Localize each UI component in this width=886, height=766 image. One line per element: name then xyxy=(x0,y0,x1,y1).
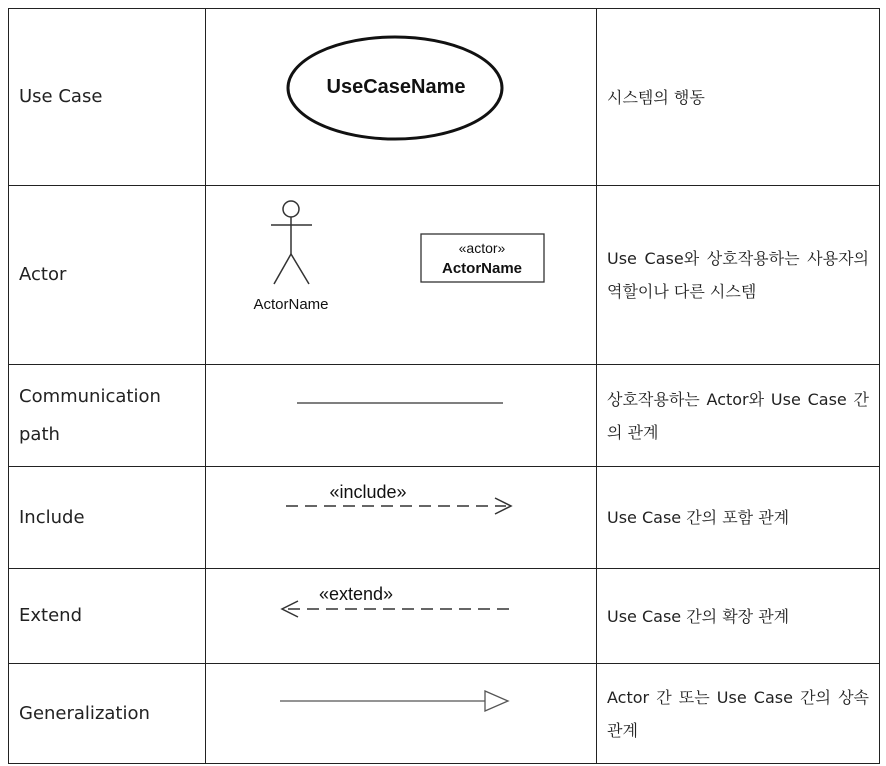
notation-description: Use Case와 상호작용하는 사용자의 역할이나 다른 시스템 xyxy=(597,186,880,365)
table-row-use-case xyxy=(9,9,880,186)
use-case-label: UseCaseName xyxy=(326,76,466,98)
extend-label: «extend» xyxy=(318,584,394,604)
include-figure xyxy=(206,467,597,568)
notation-figure-cell xyxy=(206,664,597,764)
table-row-include xyxy=(9,467,880,569)
extend-figure xyxy=(206,569,597,663)
notation-name: Actor xyxy=(9,186,206,365)
stick-figure-icon xyxy=(271,201,312,284)
notation-name: Generalization xyxy=(9,664,206,764)
table-row-actor xyxy=(9,186,880,365)
notation-figure-cell xyxy=(206,365,597,467)
table-row-communication-path xyxy=(9,365,880,467)
uml-notation-table xyxy=(8,8,880,764)
notation-description: 시스템의 행동 xyxy=(597,9,880,186)
notation-description: Use Case 간의 포함 관계 xyxy=(597,467,880,569)
notation-figure-cell xyxy=(206,9,597,186)
hollow-triangle-arrowhead-icon xyxy=(485,691,508,711)
notation-figure-cell xyxy=(206,569,597,664)
table-row-generalization xyxy=(9,664,880,764)
use-case-figure xyxy=(206,9,597,185)
actor-stereotype-label: «actor» xyxy=(458,240,506,256)
notation-description: Use Case 간의 확장 관계 xyxy=(597,569,880,664)
notation-description: Actor 간 또는 Use Case 간의 상속 관계 xyxy=(597,664,880,764)
actor-figure xyxy=(206,186,597,364)
actor-box-label: ActorName xyxy=(441,260,523,277)
communication-path-figure xyxy=(206,365,597,466)
notation-name: Extend xyxy=(9,569,206,664)
notation-figure-cell xyxy=(206,186,597,365)
actor-stick-label: ActorName xyxy=(253,296,329,313)
generalization-figure xyxy=(206,664,597,763)
notation-name: Communication path xyxy=(9,365,206,467)
notation-description: 상호작용하는 Actor와 Use Case 간의 관계 xyxy=(597,365,880,467)
notation-name: Include xyxy=(9,467,206,569)
include-label: «include» xyxy=(329,482,407,502)
notation-figure-cell xyxy=(206,467,597,569)
table-row-extend xyxy=(9,569,880,664)
notation-name: Use Case xyxy=(9,9,206,186)
